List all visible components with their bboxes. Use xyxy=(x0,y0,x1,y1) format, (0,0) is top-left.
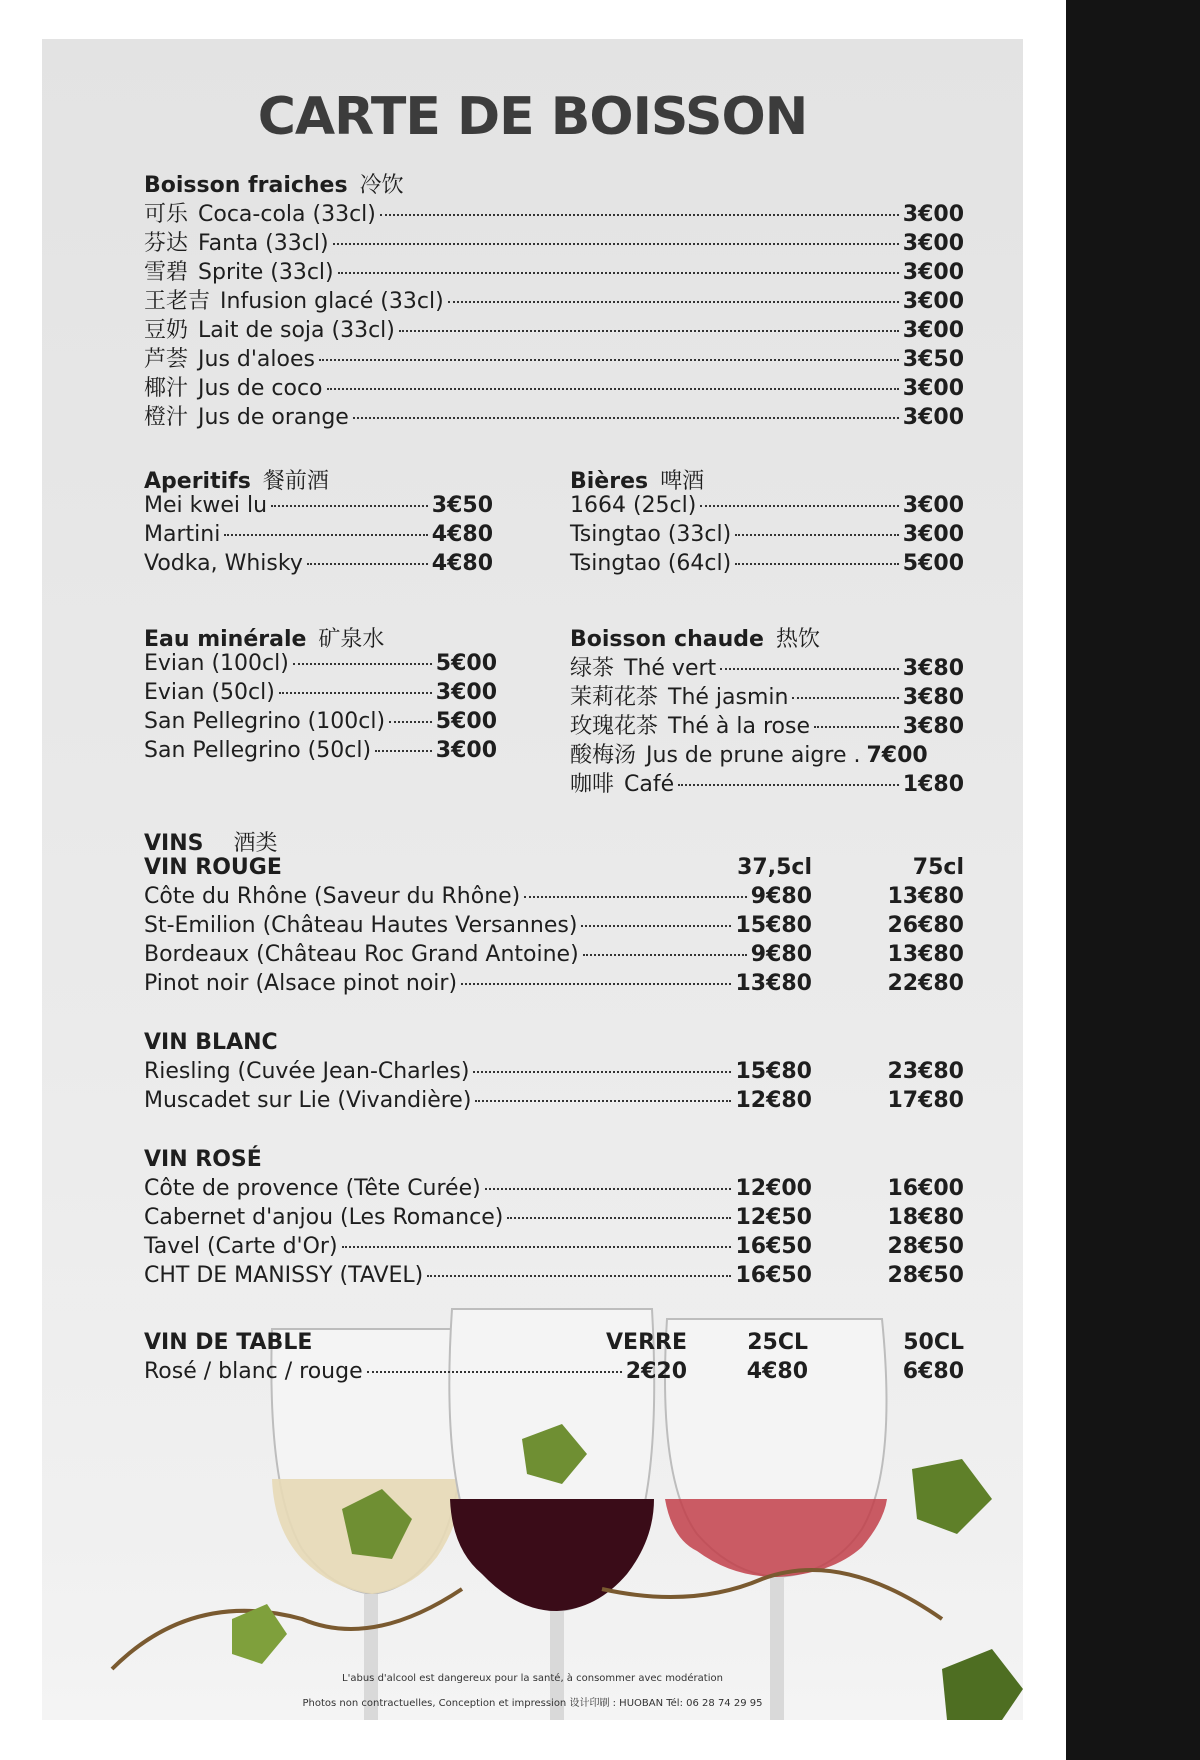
item-price: 3€80 xyxy=(902,656,964,681)
list-item xyxy=(570,522,964,551)
dot-leader xyxy=(427,1275,731,1277)
section-title-text: Bières xyxy=(570,469,649,494)
section-title-text: Boisson chaude xyxy=(570,627,764,652)
item-price: 3€00 xyxy=(902,318,964,343)
dot-leader xyxy=(333,243,899,245)
item-name: Tsingtao (33cl) xyxy=(570,522,732,547)
list-item xyxy=(570,651,964,680)
section-title-text: Aperitifs xyxy=(144,469,251,494)
item-price-large: 28€50 xyxy=(887,1234,964,1259)
dot-leader xyxy=(507,1217,731,1219)
item-name-cn: 豆奶 xyxy=(144,318,189,343)
item-name xyxy=(144,342,315,373)
item-price: 5€00 xyxy=(435,651,497,676)
item-name-fr: Thé jasmin xyxy=(668,685,789,710)
item-name: Tavel (Carte d'Or) xyxy=(144,1234,338,1259)
item-price-small: 12€80 xyxy=(735,1088,812,1113)
dot-leader xyxy=(293,663,432,665)
section-title-fraiches xyxy=(144,168,404,199)
list-item xyxy=(144,255,964,284)
dot-leader xyxy=(475,1100,731,1102)
item-price-large: 17€80 xyxy=(887,1088,964,1113)
item-name: Martini xyxy=(144,522,221,547)
list-item xyxy=(144,651,497,680)
item-price: 3€80 xyxy=(902,714,964,739)
list-item xyxy=(144,709,497,738)
dot-leader xyxy=(307,563,428,565)
dot-leader xyxy=(461,983,731,985)
dot-leader xyxy=(399,330,899,332)
section-title-text: VINS xyxy=(144,831,204,856)
list-item xyxy=(144,313,964,342)
item-name-fr: Infusion glacé (33cl) xyxy=(220,289,444,314)
item-name: Vodka, Whisky xyxy=(144,551,303,576)
dot-leader xyxy=(735,534,899,536)
dot-leader xyxy=(720,668,899,670)
item-price: 3€00 xyxy=(902,202,964,227)
item-price: 4€80 xyxy=(431,522,493,547)
column-header-75cl: 75cl xyxy=(912,855,964,880)
list-item xyxy=(570,680,964,709)
item-price-large: 28€50 xyxy=(887,1263,964,1288)
list-item xyxy=(570,493,964,522)
item-price: 7€00 xyxy=(866,743,928,768)
item-price: 3€80 xyxy=(902,685,964,710)
item-name xyxy=(144,284,444,315)
item-name-cn: 椰汁 xyxy=(144,376,189,401)
item-price: 3€00 xyxy=(902,376,964,401)
table-row xyxy=(144,971,812,1000)
dot-leader xyxy=(448,301,899,303)
list-item xyxy=(144,551,493,580)
item-name-fr: Café xyxy=(624,772,675,797)
item-price: 3€00 xyxy=(902,405,964,430)
dot-leader xyxy=(353,417,899,419)
section-title-bieres xyxy=(570,464,704,495)
item-name: Evian (100cl) xyxy=(144,651,289,676)
dot-leader xyxy=(319,359,899,361)
table-row xyxy=(144,1263,812,1292)
item-name-cn: 雪碧 xyxy=(144,260,189,285)
item-name-fr: Jus d'aloes xyxy=(198,347,315,372)
dot-leader xyxy=(524,896,747,898)
item-price: 3€50 xyxy=(902,347,964,372)
item-name xyxy=(144,313,395,344)
item-price-large: 26€80 xyxy=(887,913,964,938)
table-row xyxy=(144,913,812,942)
list-item xyxy=(570,551,964,580)
item-name: Bordeaux (Château Roc Grand Antoine) xyxy=(144,942,579,967)
dot-leader xyxy=(583,954,747,956)
table-row xyxy=(144,942,812,971)
item-price: 3€00 xyxy=(902,260,964,285)
item-price: 5€00 xyxy=(435,709,497,734)
item-price: 3€00 xyxy=(435,680,497,705)
dot-leader xyxy=(473,1071,731,1073)
list-item xyxy=(144,371,964,400)
dot-leader xyxy=(735,563,899,565)
item-name-cn: 茉莉花茶 xyxy=(570,685,659,710)
item-name-fr: Thé à la rose xyxy=(668,714,811,739)
item-name-cn: 酸梅汤 xyxy=(570,743,637,768)
table-row xyxy=(144,1205,812,1234)
dot-leader xyxy=(678,784,899,786)
item-price-small: 16€50 xyxy=(735,1263,812,1288)
dot-leader xyxy=(367,1371,622,1373)
dark-side-strip xyxy=(1066,0,1200,1760)
list-item xyxy=(144,493,493,522)
item-name: Côte de provence (Tête Curée) xyxy=(144,1176,481,1201)
table-row xyxy=(144,1059,812,1088)
list-item xyxy=(144,342,964,371)
item-name-cn: 可乐 xyxy=(144,202,189,227)
table-row xyxy=(144,1176,812,1205)
table-row xyxy=(144,1234,812,1263)
dot-leader xyxy=(271,505,428,507)
item-price: 3€50 xyxy=(431,493,493,518)
item-price: 5€00 xyxy=(902,551,964,576)
item-price-large: 16€00 xyxy=(887,1176,964,1201)
item-price-large: 23€80 xyxy=(887,1059,964,1084)
list-item xyxy=(144,400,964,429)
item-name: Riesling (Cuvée Jean-Charles) xyxy=(144,1059,470,1084)
column-header-37cl: 37,5cl xyxy=(737,855,812,880)
dot-leader xyxy=(338,272,899,274)
dot-leader xyxy=(700,505,898,507)
item-price-50cl: 6€80 xyxy=(902,1359,964,1384)
item-name: Muscadet sur Lie (Vivandière) xyxy=(144,1088,472,1113)
section-title-rose: VIN ROSÉ xyxy=(144,1147,262,1172)
section-title-cn: 餐前酒 xyxy=(262,469,329,494)
item-price: 1€80 xyxy=(902,772,964,797)
item-name-fr: Jus de coco xyxy=(198,376,323,401)
item-name-fr: Fanta (33cl) xyxy=(198,231,329,256)
item-name: Pinot noir (Alsace pinot noir) xyxy=(144,971,458,996)
section-title-aperitifs xyxy=(144,464,329,495)
item-name-fr: Jus de prune aigre . xyxy=(646,743,861,768)
section-title-chaude xyxy=(570,622,820,653)
item-price-small: 12€50 xyxy=(735,1205,812,1230)
section-title-rouge: VIN ROUGE xyxy=(144,855,282,880)
item-name: St-Emilion (Château Hautes Versannes) xyxy=(144,913,578,938)
section-title-cn: 酒类 xyxy=(233,831,278,856)
item-price: 4€80 xyxy=(431,551,493,576)
item-name-cn: 橙汁 xyxy=(144,405,189,430)
dot-leader xyxy=(814,726,899,728)
item-name-fr: Lait de soja (33cl) xyxy=(198,318,395,343)
section-title-table: VIN DE TABLE xyxy=(144,1330,313,1355)
section-title-vins xyxy=(144,826,277,857)
column-header-verre: VERRE xyxy=(606,1330,687,1355)
item-name-cn: 绿茶 xyxy=(570,656,615,681)
item-name-fr: Sprite (33cl) xyxy=(198,260,334,285)
item-price: 3€00 xyxy=(435,738,497,763)
item-name xyxy=(144,371,323,402)
item-name-cn: 芦荟 xyxy=(144,347,189,372)
list-item xyxy=(144,738,497,767)
table-row xyxy=(144,1088,812,1117)
item-name: Cabernet d'anjou (Les Romance) xyxy=(144,1205,504,1230)
list-item xyxy=(570,767,964,796)
item-price: 3€00 xyxy=(902,289,964,314)
item-price: 3€00 xyxy=(902,522,964,547)
item-name xyxy=(570,738,860,769)
item-price-large: 22€80 xyxy=(887,971,964,996)
section-title-cn: 冷饮 xyxy=(359,173,404,198)
list-item xyxy=(144,226,964,255)
item-name-fr: Jus de orange xyxy=(198,405,349,430)
table-row xyxy=(144,884,812,913)
item-name-cn: 玫瑰花茶 xyxy=(570,714,659,739)
dot-leader xyxy=(389,721,432,723)
item-price-large: 13€80 xyxy=(887,942,964,967)
dot-leader xyxy=(224,534,427,536)
item-name: 1664 (25cl) xyxy=(570,493,697,518)
item-price-verre: 2€20 xyxy=(625,1359,687,1384)
item-price-small: 15€80 xyxy=(735,1059,812,1084)
item-name-fr: Thé vert xyxy=(624,656,717,681)
item-name xyxy=(570,651,716,682)
list-item xyxy=(144,522,493,551)
dot-leader xyxy=(792,697,898,699)
item-name: Tsingtao (64cl) xyxy=(570,551,732,576)
section-title-text: Eau minérale xyxy=(144,627,307,652)
table-row xyxy=(144,1359,687,1388)
dot-leader xyxy=(581,925,731,927)
item-price-small: 15€80 xyxy=(735,913,812,938)
item-name xyxy=(144,197,376,228)
item-name-fr: Coca-cola (33cl) xyxy=(198,202,376,227)
item-name xyxy=(570,767,674,798)
item-name-cn: 咖啡 xyxy=(570,772,615,797)
dot-leader xyxy=(279,692,432,694)
menu-card xyxy=(42,39,1023,1720)
list-item xyxy=(144,197,964,226)
section-title-eau xyxy=(144,622,384,653)
item-price-large: 18€80 xyxy=(887,1205,964,1230)
footer-alcohol-warning: L'abus d'alcool est dangereux pour la santé, à consommer avec modération xyxy=(342,1673,723,1684)
section-title-blanc: VIN BLANC xyxy=(144,1030,278,1055)
item-price-small: 13€80 xyxy=(735,971,812,996)
item-name xyxy=(570,709,810,740)
dot-leader xyxy=(375,750,432,752)
item-price-large: 13€80 xyxy=(887,884,964,909)
dot-leader xyxy=(380,214,899,216)
item-name: Côte du Rhône (Saveur du Rhône) xyxy=(144,884,521,909)
item-name: Mei kwei lu xyxy=(144,493,268,518)
item-price-small: 9€80 xyxy=(750,884,812,909)
list-item xyxy=(570,738,964,767)
list-item xyxy=(144,680,497,709)
section-title-cn: 矿泉水 xyxy=(318,627,385,652)
item-name: Evian (50cl) xyxy=(144,680,275,705)
item-price: 3€00 xyxy=(902,231,964,256)
item-name: San Pellegrino (50cl) xyxy=(144,738,372,763)
item-price: 3€00 xyxy=(902,493,964,518)
item-price-small: 9€80 xyxy=(750,942,812,967)
list-item xyxy=(570,709,964,738)
item-name-cn: 王老吉 xyxy=(144,289,211,314)
item-name xyxy=(570,680,788,711)
item-price-25cl: 4€80 xyxy=(746,1359,808,1384)
item-name: Rosé / blanc / rouge xyxy=(144,1359,363,1384)
dot-leader xyxy=(485,1188,732,1190)
item-name: San Pellegrino (100cl) xyxy=(144,709,386,734)
item-name xyxy=(144,255,334,286)
menu-title: CARTE DE BOISSON xyxy=(257,87,808,147)
item-price-small: 12€00 xyxy=(735,1176,812,1201)
column-header-50cl: 50CL xyxy=(903,1330,964,1355)
dot-leader xyxy=(342,1246,732,1248)
item-name-cn: 芬达 xyxy=(144,231,189,256)
item-name xyxy=(144,400,349,431)
section-title-cn: 热饮 xyxy=(775,627,820,652)
dot-leader xyxy=(327,388,899,390)
list-item xyxy=(144,284,964,313)
column-header-25cl: 25CL xyxy=(747,1330,808,1355)
item-name: CHT DE MANISSY (TAVEL) xyxy=(144,1263,424,1288)
footer-credits: Photos non contractuelles, Conception et impression 设计印刷 : HUOBAN Tél: 06 28 74 29 95 xyxy=(302,1698,763,1709)
section-title-cn: 啤酒 xyxy=(660,469,705,494)
item-name xyxy=(144,226,329,257)
item-price-small: 16€50 xyxy=(735,1234,812,1259)
section-title-text: Boisson fraiches xyxy=(144,173,348,198)
